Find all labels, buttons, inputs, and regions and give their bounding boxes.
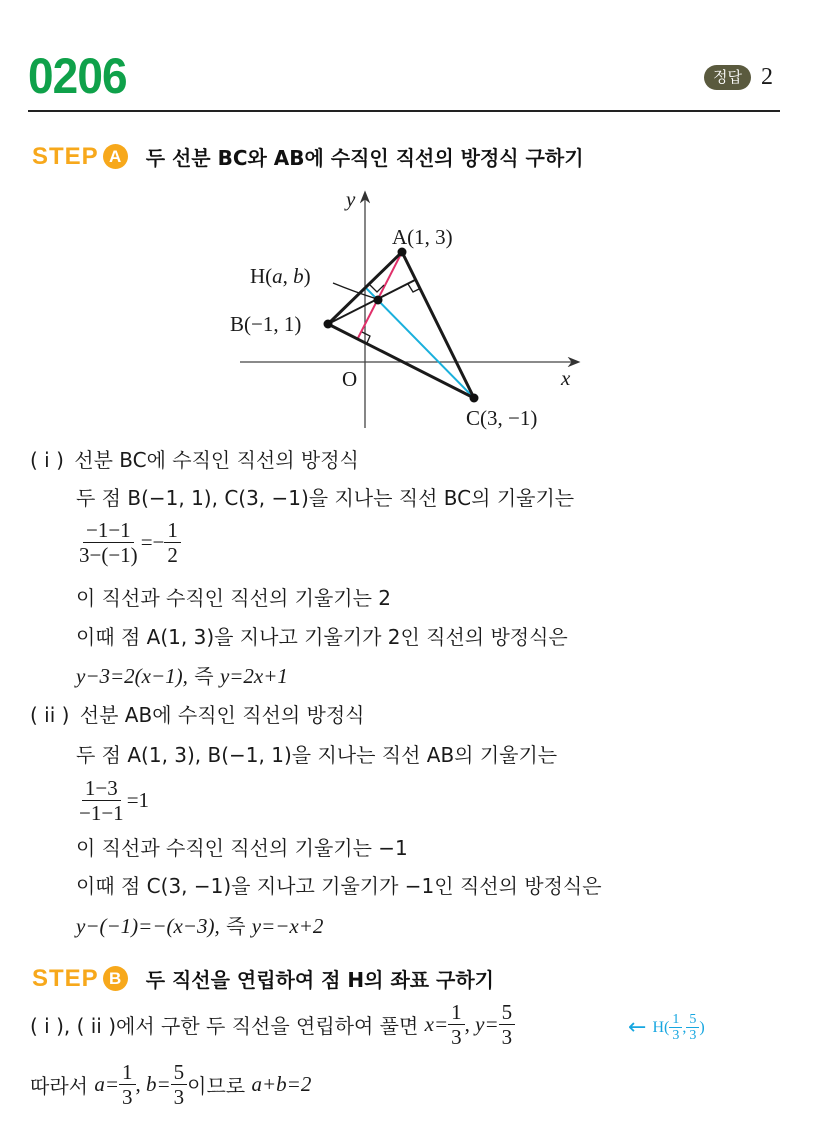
y-axis-label: y [346,187,356,211]
fraction: $\frac{1}{3}$ [448,1000,465,1049]
final-result: a+b=2 [251,1072,312,1096]
fraction: $\frac{5}{3}$ [171,1060,188,1109]
step-b-heading [32,964,494,993]
part-i-line4: 이때 점 A(1, 3)을 지나고 기울기가 2인 직선의 방정식은 [76,625,568,649]
part-label: ( i ) [30,448,64,472]
part-i-equation: y−3=2(x−1), 즉 y=2x+1 [76,664,288,688]
point-b [324,320,333,329]
fraction: $\frac{5}{3}$ [499,1000,516,1049]
step-letter-badge: A [103,144,128,169]
hint-annotation [628,1012,705,1043]
fraction: $\frac{1}{3}$ [119,1060,136,1109]
altitude-from-c [366,288,474,398]
part-i-heading [30,446,359,474]
origin-label: O [342,367,358,391]
coordinate-diagram [0,0,827,450]
fraction: $\frac{5}{3}$ [686,1012,699,1043]
part-ii-line3: 이 직선과 수직인 직선의 기울기는 −1 [76,836,408,860]
step-label: STEP [32,142,99,170]
part-ii-slope-fraction: $\frac{1-3}{-1-1}$ =1 [76,776,149,825]
part-ii-equation: y−(−1)=−(x−3), 즉 y=−x+2 [76,914,324,938]
point-h [374,296,383,305]
arrow-left-icon: ← [628,1015,647,1040]
step-label: STEP [32,964,99,992]
step-title: 두 직선을 연립하여 점 H의 좌표 구하기 [145,968,495,992]
point-h-label: H(a, b) [250,264,311,288]
part-i-line3: 이 직선과 수직인 직선의 기울기는 2 [76,586,391,610]
part-heading: 선분 BC에 수직인 직선의 방정식 [74,448,359,472]
step-b-conclusion-line: 따라서 a= $\frac{1}{3}$ , b= $\frac{5}{3}$ 이므로 a+b=2 [30,1060,312,1109]
answer-badge: 정답 [704,65,751,90]
point-c [470,394,479,403]
part-label: ( ii ) [30,703,70,727]
part-i-slope-fraction: $\frac{-1-1}{3-(-1)}$ =− $\frac{1}{2}$ [76,518,181,567]
answer-value: 2 [760,64,773,90]
part-ii-heading [30,701,364,729]
step-b-solution-line: ( i ), ( ii )에서 구한 두 직선을 연립하여 풀면 x= $\frac{1}{3}$ , y= $\frac{5}{3}$ [30,1000,515,1049]
part-ii-line1: 두 점 A(1, 3), B(−1, 1)을 지나는 직선 AB의 기울기는 [76,743,558,767]
step-letter-badge: B [103,966,128,991]
fraction: $\frac{1-3}{-1-1}$ [79,776,124,825]
part-ii-line4: 이때 점 C(3, −1)을 지나고 기울기가 −1인 직선의 방정식은 [76,874,602,898]
x-axis-label: x [561,366,571,390]
problem-number: 0206 [28,48,127,104]
part-i-line1: 두 점 B(−1, 1), C(3, −1)을 지나는 직선 BC의 기울기는 [76,486,575,510]
point-c-label: C(3, −1) [466,406,538,430]
part-heading: 선분 AB에 수직인 직선의 방정식 [79,703,365,727]
point-b-label: B(−1, 1) [230,312,302,336]
fraction: $\frac{1}{3}$ [669,1012,682,1043]
step-title: 두 선분 BC와 AB에 수직인 직선의 방정식 구하기 [145,146,584,170]
fraction: $\frac{-1-1}{3-(-1)}$ [79,518,138,567]
point-a-label: A(1, 3) [392,225,453,249]
hint-point: H( $\frac{1}{3}$ , $\frac{5}{3}$ ) [652,1012,705,1043]
fraction: $\frac{1}{2}$ [164,518,181,567]
